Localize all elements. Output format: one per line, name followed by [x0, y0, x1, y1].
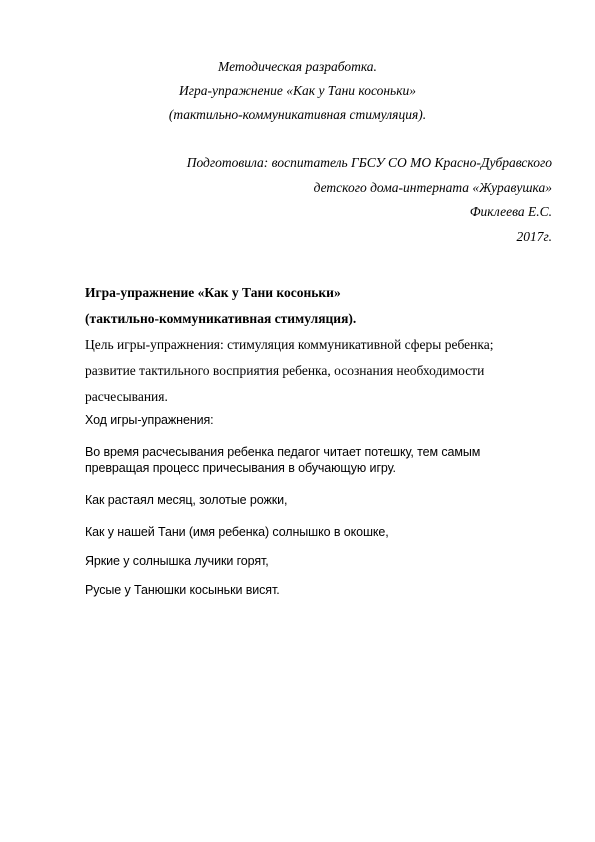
document-heading-line-2: Игра-упражнение «Как у Тани косоньки»: [178, 83, 417, 98]
author-line-1: Подготовила: воспитатель ГБСУ СО МО Красно-Дубравского: [186, 155, 552, 170]
document-heading-line-1: Методическая разработка.: [218, 59, 377, 74]
goal-line-1: Цель игры-упражнения: стимуляция коммуникативной сферы ребенка;: [85, 337, 494, 352]
author-year: 2017г.: [516, 229, 552, 244]
goal-line-2: развитие тактильного восприятия ребенка, осознания необходимости: [85, 363, 485, 378]
poem-line-3: Яркие у солнышка лучики горят,: [85, 554, 269, 568]
document-heading-line-3: (тактильно-коммуникативная стимуляция).: [168, 107, 427, 122]
procedure-line-2: превращая процесс причесывания в обучающую игру.: [85, 461, 396, 475]
poem-line-2: Как у нашей Тани (имя ребенка) солнышко в окошке,: [85, 525, 389, 539]
procedure-line-1: Во время расчесывания ребенка педагог читает потешку, тем самым: [85, 445, 481, 459]
content-subtitle: (тактильно-коммуникативная стимуляция).: [85, 311, 357, 326]
author-name: Фиклеева Е.С.: [469, 204, 552, 219]
author-line-2: детского дома-интерната «Журавушка»: [313, 180, 552, 195]
procedure-heading: Ход игры-упражнения:: [85, 413, 214, 427]
content-title: Игра-упражнение «Как у Тани косоньки»: [85, 285, 341, 300]
goal-line-3: расчесывания.: [85, 389, 168, 404]
poem-line-4: Русые у Танюшки косыньки висят.: [85, 583, 280, 597]
poem-line-1: Как растаял месяц, золотые рожки,: [85, 493, 288, 507]
